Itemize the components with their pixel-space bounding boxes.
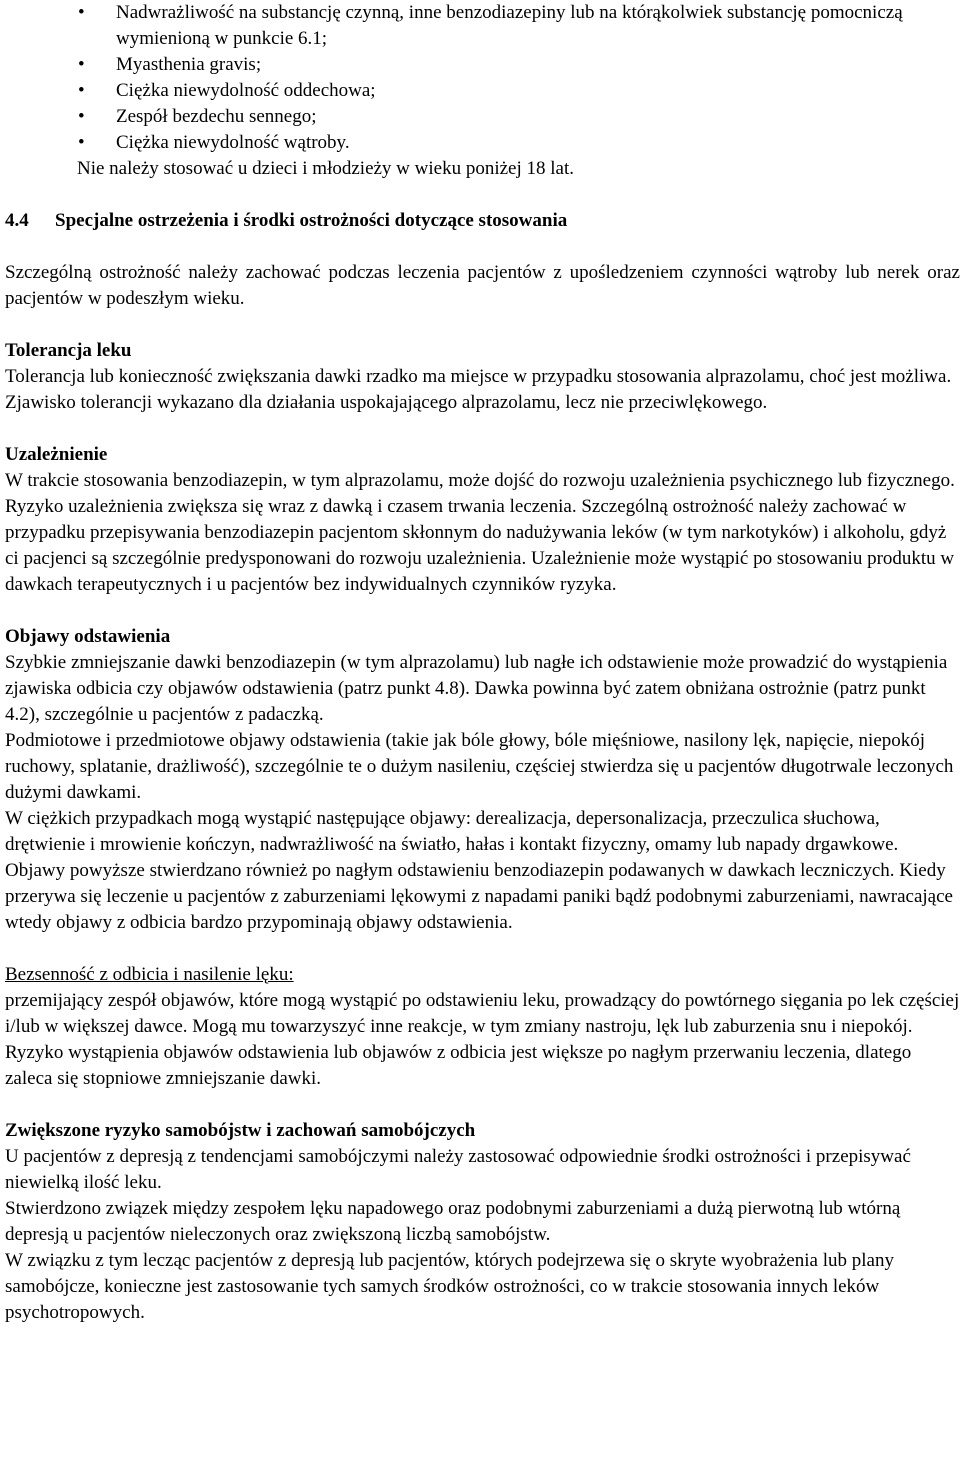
section-intro: Szczególną ostrożność należy zachować podczas leczenia pacjentów z upośledzeniem czynności wątroby lub nerek oraz pacjentów w podeszłym wieku. bbox=[5, 262, 960, 309]
bullet-icon: • bbox=[78, 80, 85, 101]
suicide-paragraph: U pacjentów z depresją z tendencjami samobójczymi należy zastosować odpowiednie środki ostrożności i przepisywać niewielką ilość leku. bbox=[5, 1146, 911, 1193]
suicide-paragraph: Stwierdzono związek między zespołem lęku napadowego oraz podobnymi zaburzeniami a dużą pierwotną lub wtórną depresją u pacjentów nieleczonych oraz zwiększoną liczbą samobójstw. bbox=[5, 1198, 901, 1245]
withdrawal-paragraph: Szybkie zmniejszanie dawki benzodiazepin (w tym alprazolamu) lub nagłe ich odstawienie może prowadzić do wystąpienia zjawiska odbicia czy objawów odstawienia (patrz punkt 4.8). Dawka powinna być zatem obniżana ostrożnie (patrz punkt 4.2), szczególnie u pacjentów z padaczką. bbox=[5, 652, 948, 725]
withdrawal-paragraph: Podmiotowe i przedmiotowe objawy odstawienia (takie jak bóle głowy, bóle mięśniowe, nasilony lęk, napięcie, niepokój ruchowy, splatanie, drażliwość), szczególnie te o dużym nasileniu, częściej stwierdza się u pacjentów długotrwale leczonych dużymi dawkami. bbox=[5, 730, 954, 803]
suicide-paragraph: W związku z tym lecząc pacjentów z depresją lub pacjentów, których podejrzewa się o skryte wyobrażenia lub plany samobójcze, konieczne jest zastosowanie tych samych środków ostrożności, co w trakcie stosowania innych leków psychotropowych. bbox=[5, 1250, 894, 1323]
section-number: 4.4 bbox=[5, 210, 29, 231]
withdrawal-paragraph: W ciężkich przypadkach mogą wystąpić następujące objawy: derealizacja, depersonalizacja, przeczulica słuchowa, drętwienie i mrowienie kończyn, nadwrażliwość na światło, hałas i kontakt fizyczny, omamy lub napady drgawkowe. bbox=[5, 808, 899, 855]
bullet-icon: • bbox=[78, 106, 85, 127]
tolerance-text: Tolerancja lub konieczność zwiększania dawki rzadko ma miejsce w przypadku stosowania alprazolamu, choć jest możliwa. Zjawisko tolerancji wykazano dla działania uspokajającego alprazolamu, lecz nie przeciwlękowego. bbox=[5, 366, 952, 413]
list-item bbox=[5, 52, 960, 78]
list-item bbox=[5, 0, 960, 52]
rebound-heading: Bezsenność z odbicia i nasilenie lęku: bbox=[5, 964, 294, 985]
list-item-text: Ciężka niewydolność oddechowa; bbox=[116, 80, 376, 101]
list-item-text: Nadwrażliwość na substancję czynną, inne benzodiazepiny lub na którąkolwiek substancję pomocniczą wymienioną w punkcie 6.1; bbox=[116, 2, 903, 49]
rebound-paragraph: przemijający zespół objawów, które mogą wystąpić po odstawieniu leku, prowadzący do powtórnego sięgania po lek częściej i/lub w większej dawce. Mogą mu towarzyszyć inne reakcje, w tym zmiany nastroju, lęk lub zaburzenia snu i niepokój. bbox=[5, 990, 960, 1037]
rebound-paragraph: Ryzyko wystąpienia objawów odstawienia lub objawów z odbicia jest większe po nagłym przerwaniu leczenia, dlatego zaleca się stopniowe zmniejszanie dawki. bbox=[5, 1042, 912, 1089]
list-item-text: Ciężka niewydolność wątroby. bbox=[116, 132, 350, 153]
section-title: Specjalne ostrzeżenia i środki ostrożności dotyczące stosowania bbox=[55, 210, 568, 231]
list-item bbox=[5, 104, 960, 130]
dependence-heading: Uzależnienie bbox=[5, 444, 108, 465]
suicide-heading: Zwiększone ryzyko samobójstw i zachowań samobójczych bbox=[5, 1120, 476, 1141]
bullet-icon: • bbox=[78, 2, 85, 23]
list-item bbox=[5, 78, 960, 104]
list-item bbox=[5, 130, 960, 156]
bullet-icon: • bbox=[78, 132, 85, 153]
tolerance-heading: Tolerancja leku bbox=[5, 340, 132, 361]
dependence-text: W trakcie stosowania benzodiazepin, w tym alprazolamu, może dojść do rozwoju uzależnienia psychicznego lub fizycznego. Ryzyko uzależnienia zwiększa się wraz z dawką i czasem trwania leczenia. Szczególną ostrożność należy zachować w przypadku przepisywania benzodiazepin pacjentom skłonnym do nadużywania leków (w tym narkotyków) i alkoholu, gdyż ci pacjenci są szczególnie predysponowani do rozwoju uzależnienia. Uzależnienie może wystąpić po stosowaniu produktu w dawkach terapeutycznych i u pacjentów bez indywidualnych czynników ryzyka. bbox=[5, 470, 955, 595]
bullet-icon: • bbox=[78, 54, 85, 75]
list-item-text: Myasthenia gravis; bbox=[116, 54, 262, 75]
withdrawal-paragraph: Objawy powyższe stwierdzano również po nagłym odstawieniu benzodiazepin podawanych w dawkach leczniczych. Kiedy przerywa się leczenie u pacjentów z zaburzeniami lękowymi z napadami paniki bądź podobnymi zaburzeniami, nawracające wtedy objawy z odbicia bardzo przypominają objawy odstawienia. bbox=[5, 860, 953, 933]
age-restriction-note: Nie należy stosować u dzieci i młodzieży w wieku poniżej 18 lat. bbox=[77, 158, 575, 179]
withdrawal-heading: Objawy odstawienia bbox=[5, 626, 171, 647]
contraindications-list bbox=[5, 0, 960, 156]
section-heading bbox=[5, 208, 960, 234]
list-item-text: Zespół bezdechu sennego; bbox=[116, 106, 317, 127]
